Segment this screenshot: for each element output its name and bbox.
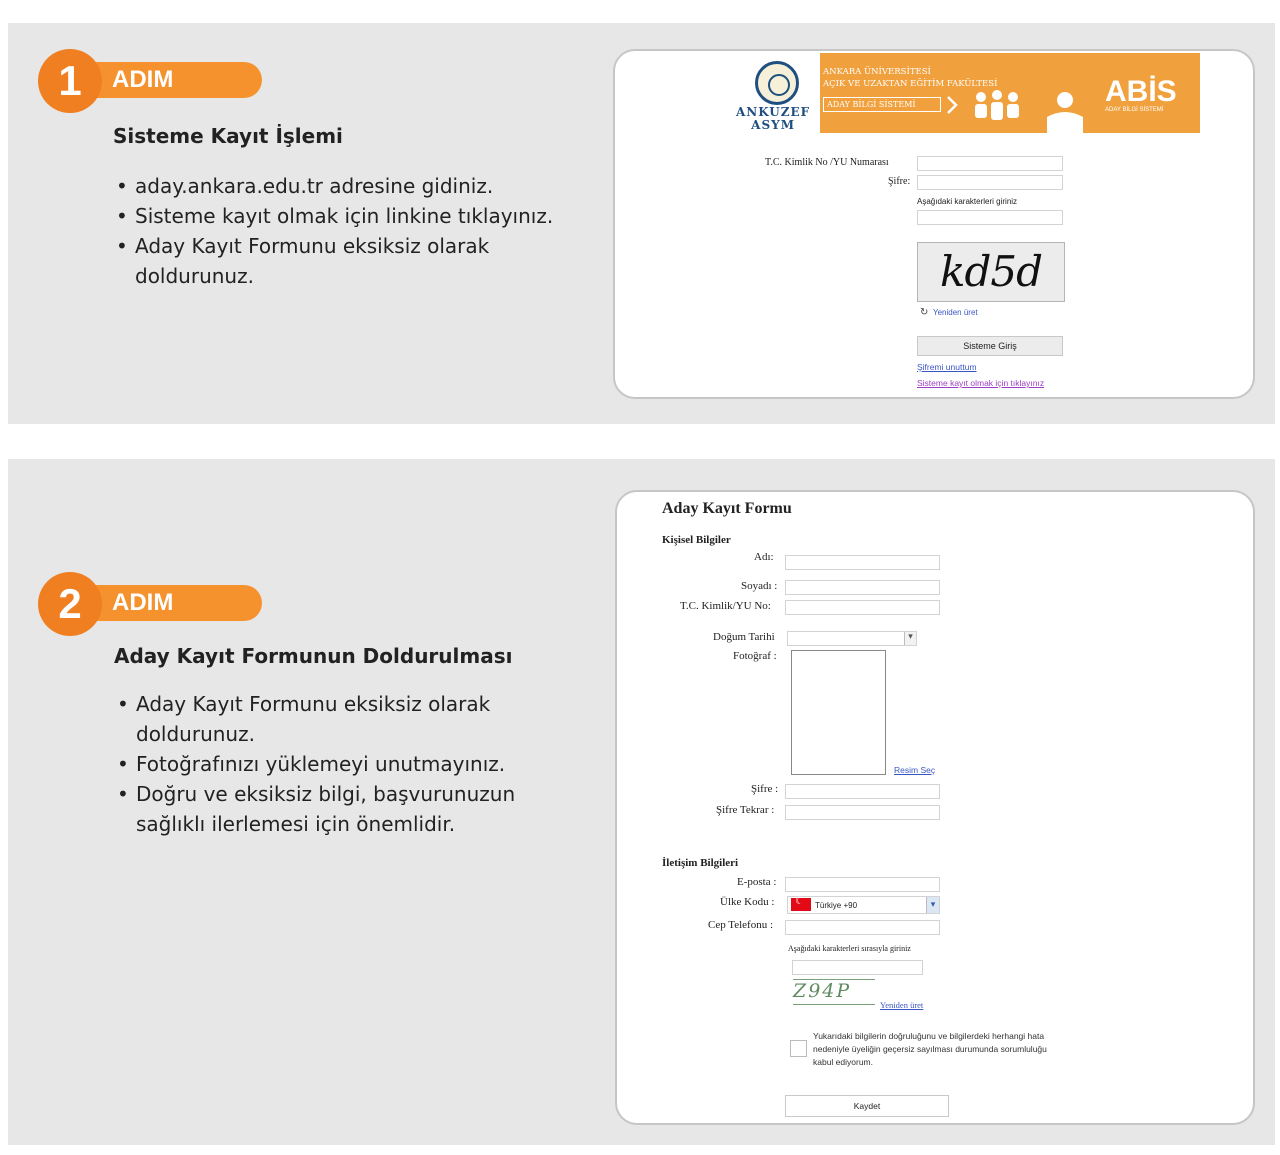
- phone-input[interactable]: [785, 920, 940, 935]
- choose-image-link[interactable]: Resim Seç: [894, 765, 936, 775]
- surname-label: Soyadı :: [741, 580, 778, 592]
- step1-bullet: • Sisteme kayıt olmak için linkine tıklayınız.: [116, 201, 553, 231]
- step1-number: 1: [38, 49, 102, 113]
- step2-bullet: • Doğru ve eksiksiz bilgi, başvurunuzun: [117, 779, 515, 809]
- captcha-input[interactable]: [792, 960, 923, 975]
- email-input[interactable]: [785, 877, 940, 892]
- tc-input[interactable]: [785, 600, 940, 615]
- birthdate-select[interactable]: [787, 631, 917, 646]
- contact-info-heading: İletişim Bilgileri: [662, 857, 739, 869]
- step2-bullet-continuation: doldurunuz.: [136, 722, 255, 746]
- step1-title: Sisteme Kayıt İşlemi: [113, 124, 343, 148]
- email-label: E-posta :: [737, 876, 777, 888]
- captcha-image: Z94P: [793, 979, 875, 1005]
- chevron-right-icon: [945, 95, 959, 115]
- step2-title: Aday Kayıt Formunun Doldurulması: [114, 644, 513, 668]
- turkey-flag-icon: [791, 898, 811, 911]
- password-input[interactable]: [917, 175, 1063, 190]
- step2-panel: [8, 459, 1275, 1145]
- step1-bullet-list: [116, 171, 553, 291]
- step2-bullet-list: [117, 689, 515, 839]
- country-value: Türkiye +90: [815, 901, 858, 910]
- login-button[interactable]: Sisteme Giriş: [917, 336, 1063, 356]
- abis-banner: [725, 53, 1200, 133]
- chevron-down-icon: ▾: [926, 897, 939, 913]
- university-seal-icon: [755, 61, 799, 105]
- password-label: Şifre :: [751, 783, 779, 795]
- photo-label: Fotoğraf :: [733, 650, 777, 662]
- step1-bullet: • aday.ankara.edu.tr adresine gidiniz.: [116, 171, 553, 201]
- step1-panel: [8, 23, 1275, 424]
- login-screenshot: [613, 49, 1255, 399]
- refresh-icon[interactable]: ↻: [920, 307, 929, 318]
- surname-input[interactable]: [785, 580, 940, 595]
- step2-badge: [38, 572, 264, 636]
- birthdate-label: Doğum Tarihi: [713, 631, 775, 643]
- register-link[interactable]: Sisteme kayıt olmak için tıklayınız: [917, 378, 1045, 388]
- banner-university: ANKARA ÜNİVERSİTESİ: [823, 67, 931, 77]
- step2-number: 2: [38, 572, 102, 636]
- phone-label: Cep Telefonu :: [708, 919, 774, 931]
- chevron-down-icon: ▾: [904, 632, 916, 645]
- tc-input[interactable]: [917, 156, 1063, 171]
- tc-label: T.C. Kimlik No /YU Numarası: [765, 157, 889, 168]
- photo-preview: [791, 650, 886, 775]
- save-button[interactable]: Kaydet: [785, 1095, 949, 1117]
- consent-checkbox[interactable]: [790, 1040, 807, 1057]
- captcha-instruction: Aşağıdaki karakterleri giriniz: [917, 197, 1018, 206]
- step1-bullet-continuation: doldurunuz.: [135, 264, 254, 288]
- registration-form-screenshot: [615, 490, 1255, 1125]
- person-reading-icon: [1045, 91, 1085, 133]
- password-repeat-label: Şifre Tekrar :: [716, 804, 775, 816]
- step2-bullet: • Aday Kayıt Formunu eksiksiz olarak: [117, 689, 515, 719]
- name-input[interactable]: [785, 555, 940, 570]
- password-label: Şifre:: [888, 176, 911, 187]
- step1-badge: [38, 49, 264, 113]
- step1-label: ADIM: [78, 62, 262, 98]
- banner-faculty: AÇIK VE UZAKTAN EĞİTİM FAKÜLTESİ: [823, 79, 998, 89]
- regenerate-link[interactable]: Yeniden üret: [933, 308, 978, 317]
- country-code-label: Ülke Kodu :: [720, 896, 775, 908]
- forgot-password-link[interactable]: Şifremi unuttum: [917, 362, 977, 372]
- personal-info-heading: Kişisel Bilgiler: [662, 534, 731, 546]
- ankuzef-logo: ANKUZEF ASYM: [736, 105, 811, 132]
- captcha-instruction: Aşağıdaki karakterleri sırasıyla giriniz: [788, 944, 911, 953]
- step2-label: ADIM: [78, 585, 262, 621]
- password-repeat-input[interactable]: [785, 805, 940, 820]
- form-title: Aday Kayıt Formu: [662, 500, 792, 517]
- step2-bullet-continuation: sağlıklı ilerlemesi için önemlidir.: [136, 812, 456, 836]
- abis-logo: ABİS: [1105, 75, 1177, 108]
- step2-bullet: • Fotoğrafınızı yüklemeyi unutmayınız.: [117, 749, 515, 779]
- password-input[interactable]: [785, 784, 940, 799]
- name-label: Adı:: [754, 551, 774, 563]
- abis-logo-subtitle: ADAY BİLGİ SİSTEMİ: [1105, 107, 1164, 113]
- captcha-image: kd5d: [917, 242, 1065, 302]
- regenerate-link[interactable]: Yeniden üret: [880, 1000, 924, 1010]
- banner-system-name: ADAY BİLGİ SİSTEMİ: [823, 97, 941, 112]
- captcha-input[interactable]: [917, 210, 1063, 225]
- tc-label: T.C. Kimlik/YU No:: [680, 600, 771, 612]
- consent-text: Yukarıdaki bilgilerin doğruluğunu ve bilgilerdeki herhangi hata nedeniyle üyeliğin geçersiz sayılması durumunda sorumluluğu kabul ediyorum.: [813, 1031, 1047, 1067]
- step1-bullet: • Aday Kayıt Formunu eksiksiz olarak: [116, 231, 553, 261]
- people-group-icon: [971, 89, 1023, 125]
